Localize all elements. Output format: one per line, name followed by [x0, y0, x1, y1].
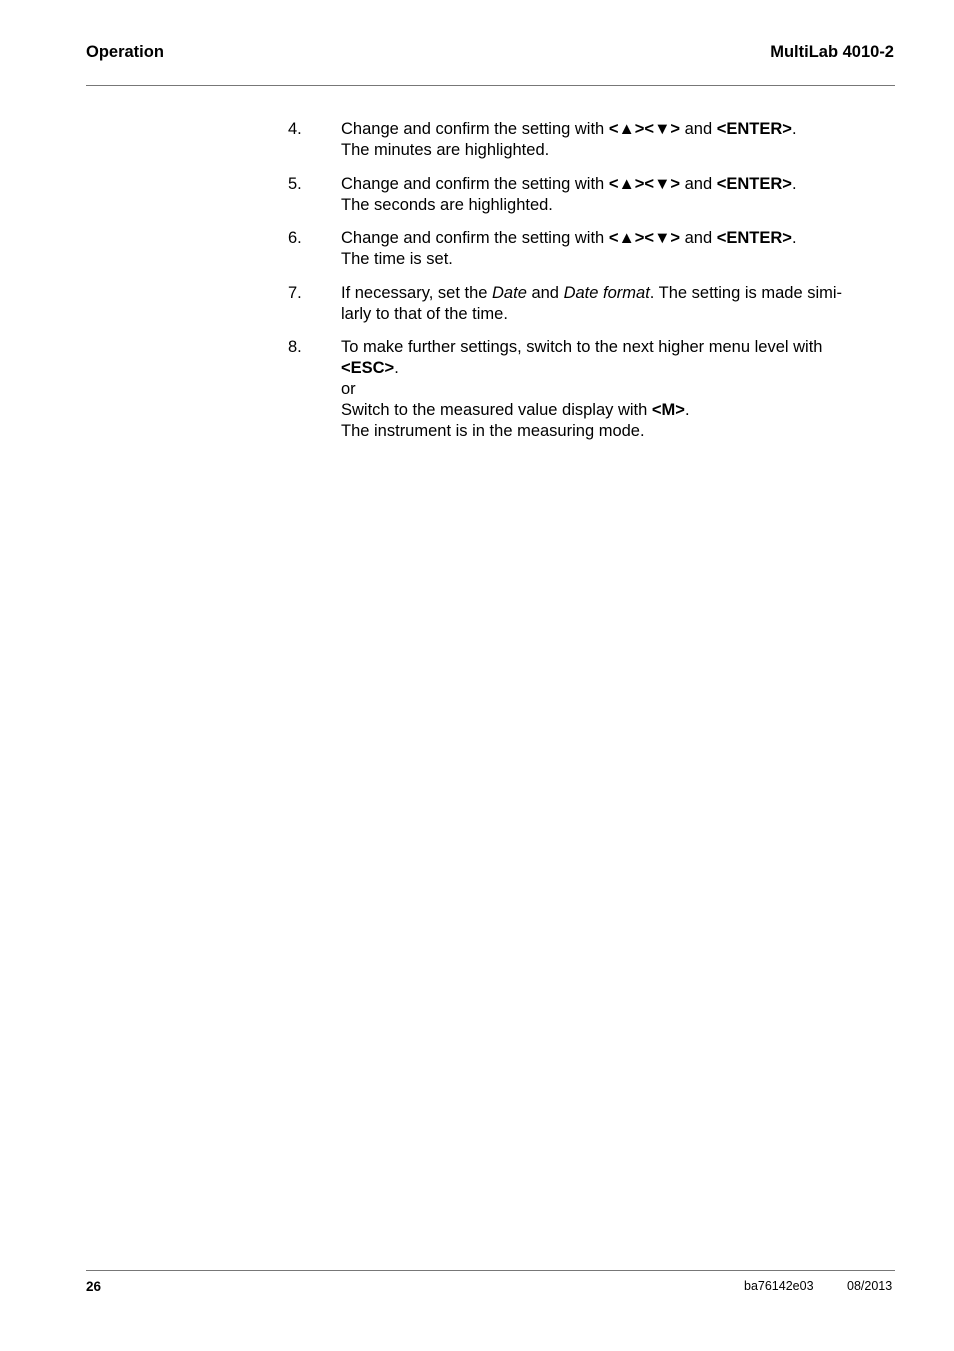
step-esc-line: [341, 358, 888, 379]
updown-keys: <▲><▼>: [608, 174, 681, 193]
document-id: ba76142e03: [744, 1279, 814, 1293]
instruction-text: .: [791, 229, 797, 247]
enter-key: <ENTER>: [716, 120, 792, 138]
step-instruction: To make further settings, switch to the next higher menu level with: [341, 338, 823, 356]
instruction-text: .: [791, 174, 797, 193]
step-body: [341, 228, 888, 270]
footer-rule: [86, 1270, 895, 1271]
step-body: [341, 283, 888, 325]
step-alternative: [341, 400, 888, 421]
esc-key: <ESC>: [341, 359, 395, 377]
step-instruction: [341, 283, 888, 304]
step-number: 5.: [288, 174, 302, 193]
updown-keys: <▲><▼>: [608, 229, 681, 247]
header-section-title: Operation: [86, 43, 164, 61]
updown-keys: <▲><▼>: [608, 120, 681, 138]
step-number: 6.: [288, 229, 302, 247]
instruction-text: Change and confirm the setting with: [341, 174, 609, 193]
page-number: 26: [86, 1279, 102, 1294]
instruction-text: and: [680, 174, 717, 193]
step-result: The minutes are highlighted.: [341, 141, 550, 159]
step-8: [288, 337, 888, 442]
instruction-text: Change and confirm the setting with: [341, 120, 609, 138]
date-setting: Date: [492, 283, 527, 302]
step-instruction: [341, 228, 888, 249]
header-rule: [86, 85, 895, 86]
instruction-text: Switch to the measured value display with: [341, 401, 652, 419]
instruction-text: .: [394, 359, 399, 377]
instruction-text: Change and confirm the setting with: [341, 229, 609, 247]
step-5: [288, 174, 888, 216]
instruction-text: .: [684, 401, 690, 419]
step-or: or: [341, 380, 356, 398]
step-6: [288, 228, 888, 270]
step-body: [341, 119, 888, 161]
step-body: [341, 337, 888, 442]
instruction-text: If necessary, set the: [341, 283, 493, 302]
step-number: 8.: [288, 338, 302, 356]
m-key: <M>: [651, 401, 685, 419]
step-result: The instrument is in the measuring mode.: [341, 422, 645, 440]
step-body: [341, 174, 888, 216]
step-instruction: [341, 174, 888, 195]
enter-key: <ENTER>: [716, 174, 792, 193]
step-number: 4.: [288, 120, 302, 138]
date-format-setting: Date format: [563, 283, 650, 302]
instruction-text: .: [791, 120, 797, 138]
step-result: The seconds are highlighted.: [341, 195, 553, 214]
instruction-text: . The setting is made simi-: [649, 283, 843, 302]
header-product-name: MultiLab 4010-2: [770, 43, 894, 61]
instruction-text: and: [526, 283, 564, 302]
enter-key: <ENTER>: [716, 229, 792, 247]
step-7: [288, 283, 888, 325]
step-result: The time is set.: [341, 250, 453, 268]
instruction-text: and: [680, 229, 717, 247]
instruction-steps: [288, 119, 888, 455]
step-continuation: larly to that of the time.: [341, 304, 508, 323]
step-instruction: [341, 119, 888, 140]
document-date: 08/2013: [847, 1279, 893, 1293]
step-4: [288, 119, 888, 161]
step-number: 7.: [288, 283, 302, 302]
instruction-text: and: [680, 120, 717, 138]
